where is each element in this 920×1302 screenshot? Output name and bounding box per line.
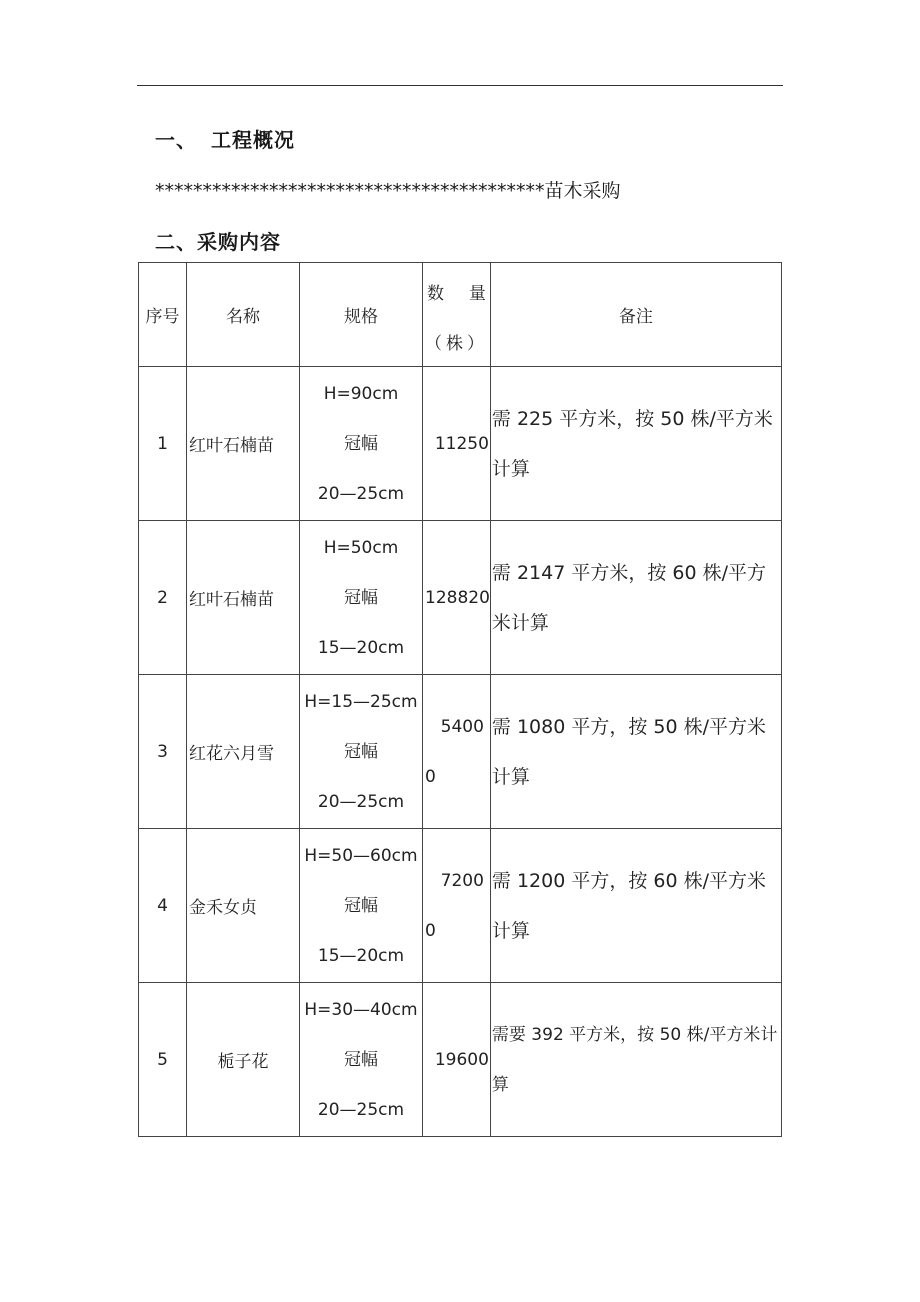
table-row [139,675,782,829]
row-index: 2 [139,521,187,675]
spec-height: H=90cm [323,383,399,404]
table-row [139,521,782,675]
note-text: 需要 392 平方米，按 50 株/平方米计算 [491,1024,778,1095]
table-header-row [139,263,782,367]
row-quantity [423,367,491,521]
note-text: 需 225 平方米，按 50 株/平方米计算 [491,407,773,480]
spec-crown-label: 冠幅 [344,741,378,762]
table-row [139,829,782,983]
header-spec: 规格 [300,263,423,367]
header-qty-char1: 数 [427,284,444,304]
row-spec [300,983,423,1137]
row-index: 5 [139,983,187,1137]
row-quantity [423,983,491,1137]
section-1-title: 工程概况 [211,128,295,152]
spec-crown-label: 冠幅 [344,1049,378,1070]
row-name: 红叶石楠苗 [187,367,300,521]
table-row [139,983,782,1137]
row-index: 1 [139,367,187,521]
row-index: 3 [139,675,187,829]
row-name: 金禾女贞 [187,829,300,983]
qty-line1: 11250 [434,433,489,454]
qty-line1: 19600 [434,1049,489,1070]
row-note [490,983,781,1137]
project-line: *****************************************苗木采购 [155,180,621,202]
qty-line2: 0 [425,766,436,787]
row-note [490,367,781,521]
header-name: 名称 [187,263,300,367]
row-index: 4 [139,829,187,983]
qty-line1: 128820 [425,587,490,608]
row-quantity [423,829,491,983]
row-quantity [423,675,491,829]
row-name: 红花六月雪 [187,675,300,829]
row-name: 栀子花 [187,983,300,1137]
row-quantity [423,521,491,675]
row-spec [300,829,423,983]
section-1-heading [155,124,295,153]
header-qty-char2: 量 [468,284,486,304]
note-text: 需 1080 平方，按 50 株/平方米计算 [491,715,766,788]
row-note [490,829,781,983]
spec-crown: 15—20cm [317,945,405,966]
qty-line2: 0 [425,920,436,941]
spec-crown: 20—25cm [317,483,405,504]
spec-height: H=50cm [323,537,399,558]
spec-height: H=30—40cm [304,999,418,1020]
spec-crown-label: 冠幅 [344,433,378,454]
spec-crown-label: 冠幅 [344,895,378,916]
header-qty-unit: （株） [424,334,488,354]
note-text: 需 2147 平方米，按 60 株/平方米计算 [491,561,766,634]
header-rule [137,85,783,86]
row-note [490,675,781,829]
row-spec [300,521,423,675]
header-quantity [423,263,491,367]
row-spec [300,367,423,521]
spec-crown-label: 冠幅 [344,587,378,608]
procurement-table [138,262,782,1137]
spec-height: H=15—25cm [304,691,418,712]
table-row [139,367,782,521]
spec-crown: 15—20cm [317,637,405,658]
header-index: 序号 [139,263,187,367]
section-2-heading: 二、采购内容 [155,230,281,254]
row-spec [300,675,423,829]
header-note: 备注 [490,263,781,367]
spec-height: H=50—60cm [304,845,418,866]
note-text: 需 1200 平方，按 60 株/平方米计算 [491,869,766,942]
spec-crown: 20—25cm [317,1099,405,1120]
section-1-number: 一、 [155,128,197,152]
row-note [490,521,781,675]
qty-line1: 7200 [440,870,484,891]
spec-crown: 20—25cm [317,791,405,812]
qty-line1: 5400 [440,716,484,737]
row-name: 红叶石楠苗 [187,521,300,675]
